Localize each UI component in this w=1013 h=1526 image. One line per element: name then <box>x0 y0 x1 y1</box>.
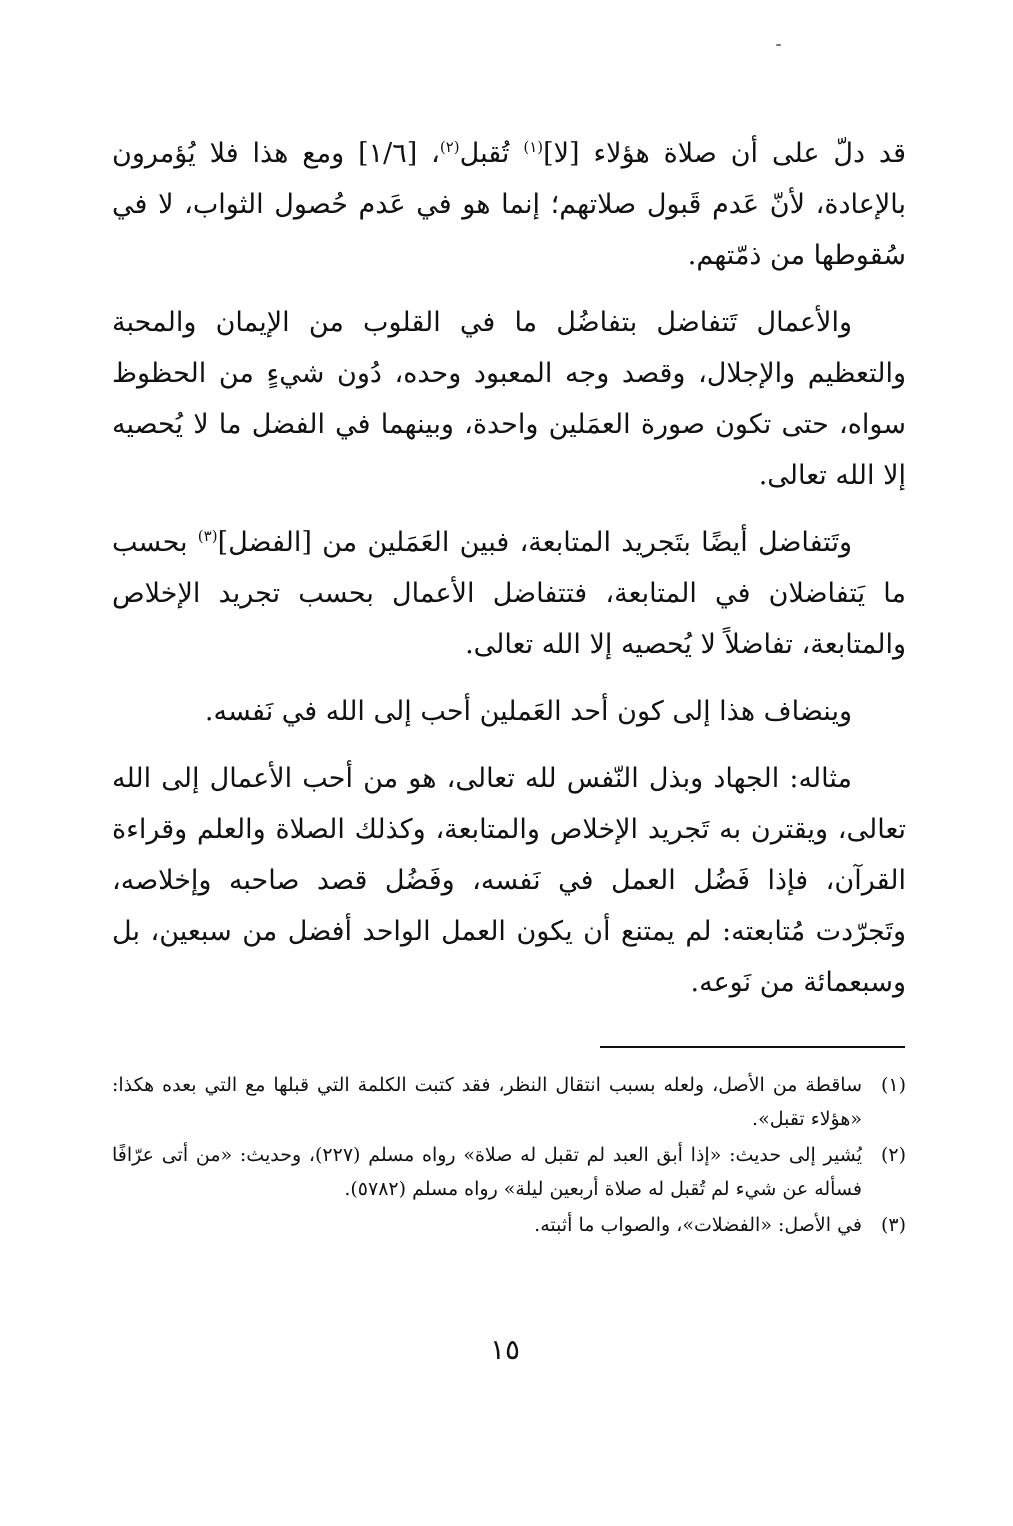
footnote-ref-1[interactable]: (١) <box>523 138 544 156</box>
paragraph-5: مثاله: الجهاد وبذل النّفس لله تعالى، هو من أحب الأعمال إلى الله تعالى، ويقترن به تَجريد الإخلاص والمتابعة، وكذلك الصلاة والعلم وقراءة القرآن، فإذا فَضُل العمل في نَفسه، وفَضُل قصد صاحبه وإخلاصه، وتَجرّدت مُتابعته: لم يمتنع أن يكون العمل الواحد أفضل من سبعين، بل وسبعمائة من نَوعه. <box>112 763 906 998</box>
page-number: ١٥ <box>489 1333 521 1366</box>
footnote-2 <box>112 1138 906 1206</box>
footnote-ref-3[interactable]: (٣) <box>197 527 218 545</box>
footnote-text: ساقطة من الأصل، ولعله بسبب انتقال النظر، فقد كتبت الكلمة التي قبلها مع التي بعده هكذا: «هؤلاء تقبل». <box>112 1074 862 1130</box>
footnote-separator <box>600 1046 905 1048</box>
footnote-number: (٣) <box>880 1214 906 1236</box>
paragraph-4: وينضاف هذا إلى كون أحد العَملين أحب إلى الله في نَفسه. <box>204 696 852 727</box>
footnote-text: في الأصل: «الفضلات»، والصواب ما أثبته. <box>534 1214 862 1236</box>
footnote-3 <box>112 1208 906 1242</box>
footnotes <box>112 1068 906 1244</box>
paragraph-1: قد دلّ على أن صلاة هؤلاء [لا]$^{(١)}$ تُقبل$^{(٢)}$، [١/٦] ومع هذا فلا يُؤمرون بالإعادة، لأنّ عَدم قَبول صلاتهم؛ إنما هو في عَدم حُصول الثواب، لا في سُقوطها من ذمّتهم. <box>112 138 907 271</box>
footnote-number: (٢) <box>880 1144 906 1166</box>
paragraph-3: وتَتفاضل أيضًا بتَجريد المتابعة، فبين العَمَلين من [الفضل]$^{(٣)}$ بحسب ما يَتفاضلان في المتابعة، فتتفاضل الأعمال بحسب تجريد الإخلاص والمتابعة، تفاضلاً لا يُحصيه إلا الله تعالى. <box>112 527 906 660</box>
footnote-number: (١) <box>880 1074 906 1096</box>
main-text <box>112 128 906 1024</box>
footnote-ref-2[interactable]: (٢) <box>439 138 460 156</box>
footnote-1 <box>112 1068 906 1136</box>
paragraph-2: والأعمال تَتفاضل بتفاضُل ما في القلوب من الإيمان والمحبة والتعظيم والإجلال، وقصد وجه المعبود وحده، دُون شيءٍ من الحظوظ سواه، حتى تكون صورة العمَلين واحدة، وبينهما في الفضل ما لا يُحصيه إلا الله تعالى. <box>112 307 906 491</box>
scan-speck <box>776 44 781 46</box>
footnote-text: يُشير إلى حديث: «إذا أبق العبد لم تقبل له صلاة» رواه مسلم (٢٢٧)، وحديث: «من أتى عرّافًا فسأله عن شيء لم تُقبل له صلاة أربعين ليلة» رواه مسلم (٥٧٨٢). <box>112 1144 862 1200</box>
